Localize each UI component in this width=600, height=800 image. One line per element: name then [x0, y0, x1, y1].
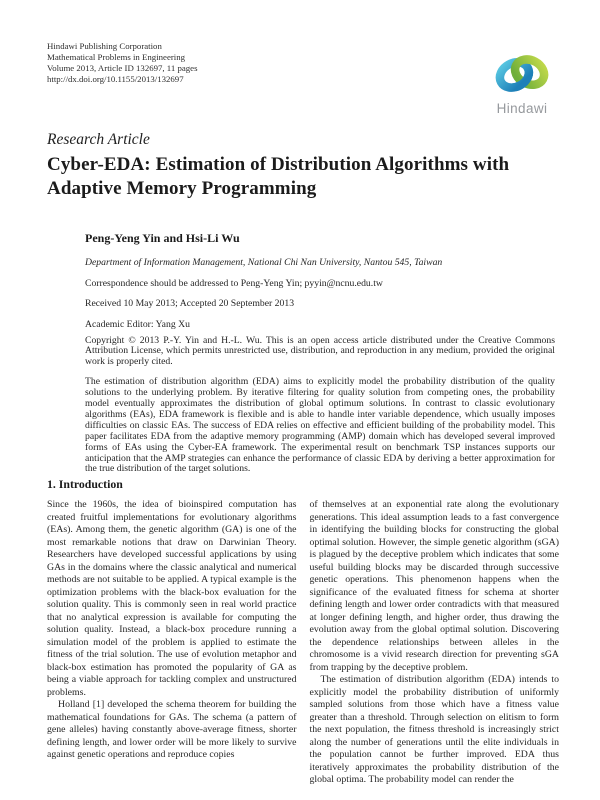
article-meta-block [85, 231, 555, 475]
hindawi-logo [484, 48, 560, 116]
received-accepted-line: Received 10 May 2013; Accepted 20 September 2013 [85, 298, 295, 309]
section-heading-introduction: 1. Introduction [47, 477, 123, 491]
body-paragraph: Since the 1960s, the idea of bioinspired computation has created fruitful implementations for evolutionary algorithms (EAs). Among them, the genetic algorithm (GA) is one of the most remarkable notions that draw on Darwinian Theory. Researchers have developed successful applications by using GAs in the domains where the classic analytical and numerical methods are not suitable to be applied. A typical example is the optimization problems with the black-box evaluation for the solution quality. This is commonly seen in real world practice that no analytical expression is available for computing the solution quality. Instead, a black-box procedure running a simulation model of the problem is applied to estimate the fitness of the trial solution. The use of evolution metaphor and black-box estimation has promoted the popularity of GA as being a viable approach for tackling complex and unstructured problems. [47, 499, 297, 698]
body-paragraph: Holland [1] developed the schema theorem for building the mathematical foundations for GAs. The schema (a pattern of gene alleles) having constantly above-average fitness, shorter defining length, and lower order will be more likely to survive against genetic operations and reproduce copies [47, 699, 297, 760]
academic-editor-line: Academic Editor: Yang Xu [85, 318, 190, 330]
authors-line: Peng-Yeng Yin and Hsi-Li Wu [85, 231, 240, 245]
paper-title: Cyber-EDA: Estimation of Distribution Algorithms with Adaptive Memory Programming [47, 154, 510, 199]
column-left [47, 499, 297, 787]
volume-line: Volume 2013, Article ID 132697, 11 pages [47, 63, 198, 73]
doi-link[interactable]: http://dx.doi.org/10.1155/2013/132697 [47, 74, 184, 84]
journal-name: Mathematical Problems in Engineering [47, 52, 186, 62]
publisher-block [47, 41, 198, 85]
correspondence-line: Correspondence should be addressed to Peng-Yeng Yin; pyyin@ncnu.edu.tw [85, 277, 383, 289]
body-paragraph: of themselves at an exponential rate along the evolutionary generations. This ideal assumption leads to a fast convergence in identifying the building blocks for constructing the global optimal solution. However, the simple genetic algorithm (sGA) is plagued by the deceptive problem which indicates that some useful building blocks may be discarded through successive genetic operations. This phenomenon happens when the significance of the evaluated fitness for schema at shorter defining length and lower order contradicts with that measured at longer defining length, and higher order, thus drawing the evolution away from the global optimal solution. Discovering the dependence relationships between alleles in the chromosome is a vivid research direction for preventing sGA from trapping by the deceptive problem. [309, 499, 559, 673]
intro-columns [47, 499, 559, 787]
abstract-paragraph: The estimation of distribution algorithm (EDA) aims to explicitly model the probability distribution of the quality solutions to the underlying problem. By iterative filtering for quality solution from competing ones, the probability model eventually approximates the distribution of global optimum solutions. In contrast to classic evolutionary algorithms (EAs), EDA framework is flexible and is able to handle inter variable dependence, which usually imposes difficulties on classic EAs. The success of EDA relies on effective and efficient building of the probability model. This paper facilitates EDA from the adaptive memory programming (AMP) domain which has developed several improved forms of EAs using the Cyber-EA framework. The experimental result on benchmark TSP instances supports our anticipation that the AMP strategies can enhance the performance of classic EDA by deriving a better approximation for the true distribution of the target solutions. [85, 376, 555, 475]
affiliation-line: Department of Information Management, National Chi Nan University, Nantou 545, Taiwan [85, 257, 443, 268]
copyright-paragraph: Copyright © 2013 P.-Y. Yin and H.-L. Wu. This is an open access article distributed under the Creative Commons Attribution License, which permits unrestricted use, distribution, and reproduction in any medium, provided the original work is properly cited. [85, 334, 555, 368]
hindawi-wordmark: Hindawi [496, 101, 548, 116]
article-type-label: Research Article [47, 131, 150, 148]
column-right [310, 499, 560, 787]
publisher-name: Hindawi Publishing Corporation [47, 41, 162, 51]
hindawi-rings-icon [486, 48, 558, 100]
body-paragraph: The estimation of distribution algorithm (EDA) intends to explicitly model the probability distribution of uniformly sampled solutions from those which have a fitness value greater than a threshold. Through selection on elitism to form the next population, the fitness threshold is increasingly strict along the number of generations until the elite individuals in the population cannot be further improved. EDA thus iteratively approximates the probability distribution of the global optima. The probability model can render the [309, 674, 559, 785]
